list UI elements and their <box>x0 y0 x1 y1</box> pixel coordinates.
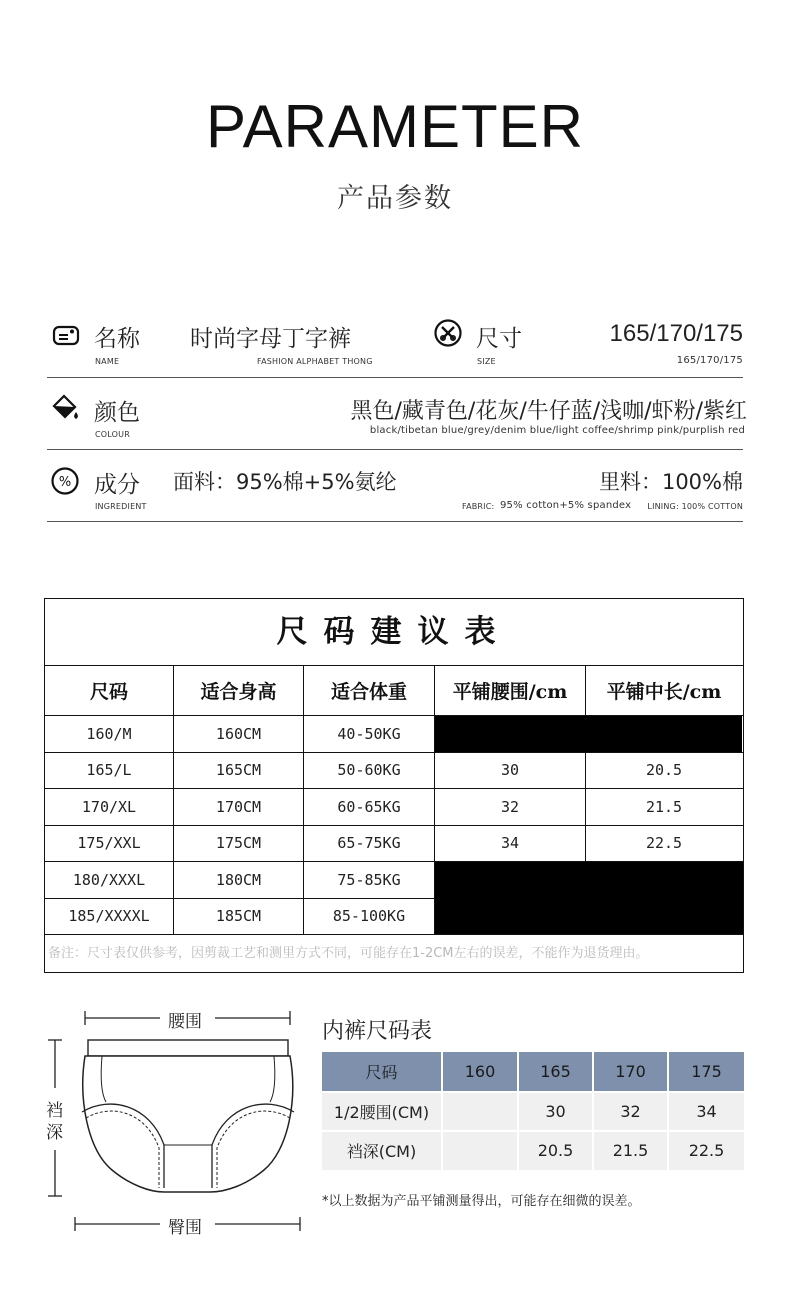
table-row-group <box>45 862 743 935</box>
table-cell: 160CM <box>174 716 304 752</box>
table-cell <box>442 1131 518 1171</box>
table-cell: 32 <box>593 1092 668 1132</box>
lining-value-en: LINING: 100% COTTON <box>647 502 743 511</box>
divider <box>47 521 743 522</box>
table-header-row <box>322 1052 744 1092</box>
colour-value: 黑色/藏青色/花灰/牛仔蓝/浅咖/虾粉/紫红 <box>350 399 747 424</box>
table-row <box>45 753 743 790</box>
table-cell: 32 <box>435 789 586 825</box>
tag-icon <box>51 320 81 350</box>
table-cell: 170CM <box>174 789 304 825</box>
param-row-colour <box>47 378 747 450</box>
table-cell: 165CM <box>174 753 304 789</box>
table-row <box>45 789 743 826</box>
table-cell: 21.5 <box>593 1131 668 1171</box>
fabric-value-en: 95% cotton+5% spandex <box>500 500 632 511</box>
size-chart-table <box>44 598 744 973</box>
small-table-note: *以上数据为产品平铺测量得出，可能存在细微的误差。 <box>322 1194 641 1209</box>
table-cell: 60-65KG <box>304 789 435 825</box>
table-cell: 40-50KG <box>304 716 435 752</box>
paint-bucket-icon <box>50 393 80 423</box>
small-table-title: 内裤尺码表 <box>322 1019 433 1044</box>
waist-label: 腰围 <box>168 1012 202 1032</box>
page-title: PARAMETER <box>206 93 584 160</box>
size-chart-title: 尺码建议表 <box>45 599 743 666</box>
table-row <box>45 826 743 863</box>
table-cell: 22.5 <box>645 834 683 853</box>
table-cell: 160/M <box>45 716 174 752</box>
name-value: 时尚字母丁字裤 <box>190 326 351 352</box>
header-cell: 170 <box>593 1052 668 1092</box>
blank-cell <box>435 716 742 752</box>
table-cell: 185/XXXXL <box>45 899 174 935</box>
svg-text:%: % <box>58 475 72 490</box>
page-subtitle: 产品参数 <box>337 183 453 214</box>
header-cell: 175 <box>668 1052 744 1092</box>
hip-label: 臀围 <box>168 1218 202 1238</box>
table-cell: 165/L <box>45 753 174 789</box>
name-label: 名称 <box>94 326 140 352</box>
percent-icon <box>50 466 80 496</box>
size-chart-note: 备注：尺寸表仅供参考，因剪裁工艺和测里方式不同，可能存在1-2CM左右的误差，不能作为退货理由。 <box>48 946 649 961</box>
header-cell: 尺码 <box>45 666 174 715</box>
name-label-en: NAME <box>95 357 120 366</box>
table-cell <box>442 1092 518 1132</box>
ingredient-label: 成分 <box>94 472 140 498</box>
lining-value: 里料：100%棉 <box>598 470 743 494</box>
fabric-en-label: FABRIC: <box>462 502 495 511</box>
ruler-scissors-icon <box>433 318 463 348</box>
table-cell: 75-85KG <box>304 862 435 898</box>
underwear-diagram <box>40 1000 310 1240</box>
table-cell: 50-60KG <box>304 753 435 789</box>
header-cell: 160 <box>442 1052 518 1092</box>
table-cell: 22.5 <box>668 1131 744 1171</box>
table-cell: 85-100KG <box>304 899 435 935</box>
header-cell: 平铺腰围/cm <box>435 666 586 715</box>
table-cell: 65-75KG <box>304 826 435 862</box>
table-cell: 34 <box>668 1092 744 1132</box>
table-row <box>45 899 435 935</box>
blank-cell <box>435 862 743 934</box>
table-cell: 175CM <box>174 826 304 862</box>
header-cell: 适合体重 <box>304 666 435 715</box>
table-cell: 175/XXL <box>45 826 174 862</box>
table-cell: 1/2腰围(CM) <box>322 1092 442 1132</box>
size-value: 165/170/175 <box>609 320 743 347</box>
table-cell: 20.5 <box>518 1131 593 1171</box>
table-cell: 20.5 <box>645 761 683 780</box>
header-cell: 165 <box>518 1052 593 1092</box>
depth-label: 裆深 <box>46 1101 63 1143</box>
header-cell: 尺码 <box>322 1052 442 1092</box>
header-cell: 适合身高 <box>174 666 304 715</box>
table-row <box>322 1092 744 1132</box>
table-row <box>45 716 743 753</box>
ingredient-label-en: INGREDIENT <box>95 502 147 511</box>
table-cell: 30 <box>435 753 586 789</box>
table-cell: 裆深(CM) <box>322 1131 442 1171</box>
table-cell: 30 <box>518 1092 593 1132</box>
name-value-en: FASHION ALPHABET THONG <box>257 357 373 366</box>
size-value-en: 165/170/175 <box>676 355 743 366</box>
small-size-table <box>322 1052 744 1172</box>
table-row <box>322 1131 744 1171</box>
table-cell: 185CM <box>174 899 304 935</box>
table-cell: 180/XXXL <box>45 862 174 898</box>
colour-value-en: black/tibetan blue/grey/denim blue/light coffee/shrimp pink/purplish red <box>369 425 745 436</box>
size-label: 尺寸 <box>476 326 522 352</box>
header-cell: 平铺中长/cm <box>606 681 722 703</box>
table-cell: 180CM <box>174 862 304 898</box>
param-row-name-size <box>47 312 743 378</box>
param-row-ingredient <box>47 450 743 522</box>
table-row <box>45 862 435 899</box>
table-cell: 34 <box>435 826 586 862</box>
size-label-en: SIZE <box>477 357 496 366</box>
colour-label-en: COLOUR <box>95 430 130 439</box>
table-cell: 170/XL <box>45 789 174 825</box>
table-cell: 21.5 <box>645 797 683 816</box>
size-chart-header <box>45 666 743 716</box>
colour-label: 颜色 <box>94 400 140 426</box>
fabric-value: 面料：95%棉+5%氨纶 <box>173 470 397 494</box>
